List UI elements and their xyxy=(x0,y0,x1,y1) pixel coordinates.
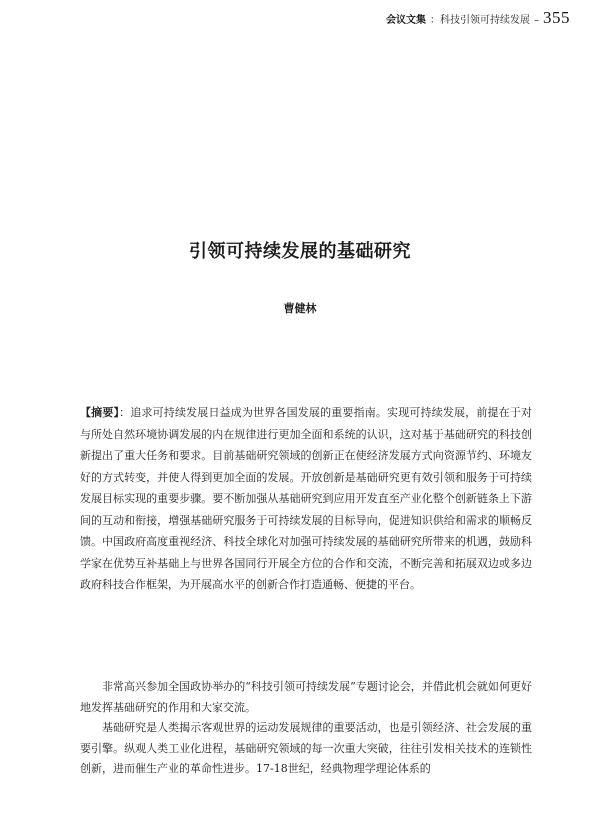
header-section: ：科技引领可持续发展 xyxy=(430,15,530,26)
author-name: 曹健林 xyxy=(283,302,317,315)
abstract-text: ：追求可持续发展日益成为世界各国发展的重要指南。实现可持续发展，前提在于对与所处自然环境协调发展的内在规律进行更加全面和系统的认识，这对基于基础研究的科技创新提出了重大任务和要求。目前基础研究领域的创新正在使经济发展方式向资源节约、环境友好的方式转变，并使人得到更加全面的发展。开放创新是基础研究更有效引领和服务于可持续发展目标实现的重要步骤。要不断加强从基础研究到应用开发直至产业化整个创新链条上下游间的互动和衔接，增强基础研究服务于可持续发展的目标导向，促进知识供给和需求的顺畅反馈。中国政府高度重视经济、科技全球化对加强可持续发展的基础研究所带来的机遇，鼓励科学家在优势互补基础上与世界各国同行开展全方位的合作和交流，不断完善和拓展双边或多边政府科技合作框架，为开展高水平的创新合作打造通畅、便捷的平台。 xyxy=(80,406,533,591)
article-title: 引领可持续发展的基础研究 xyxy=(189,241,411,262)
header-collection: 会议文集 xyxy=(386,15,426,26)
body-text xyxy=(80,677,532,780)
running-header xyxy=(386,8,570,28)
abstract xyxy=(80,402,532,596)
page-number: 355 xyxy=(543,8,570,27)
body-paragraph: 非常高兴参加全国政协举办的“科技引领可持续发展”专题讨论会，并借此机会就如何更好地发挥基础研究的作用和大家交流。 xyxy=(80,680,532,714)
abstract-label: 【摘要】 xyxy=(80,406,120,419)
body-paragraph: 基础研究是人类揭示客观世界的运动发展规律的重要活动，也是引领经济、社会发展的重要引擎。纵观人类工业化进程，基础研究领域的每一次重大突破，往往引发相关技术的连锁性创新，进而催生产业的革命性进步。17-18世纪，经典物理学理论体系的 xyxy=(80,721,532,775)
header-dash: – xyxy=(534,15,539,26)
